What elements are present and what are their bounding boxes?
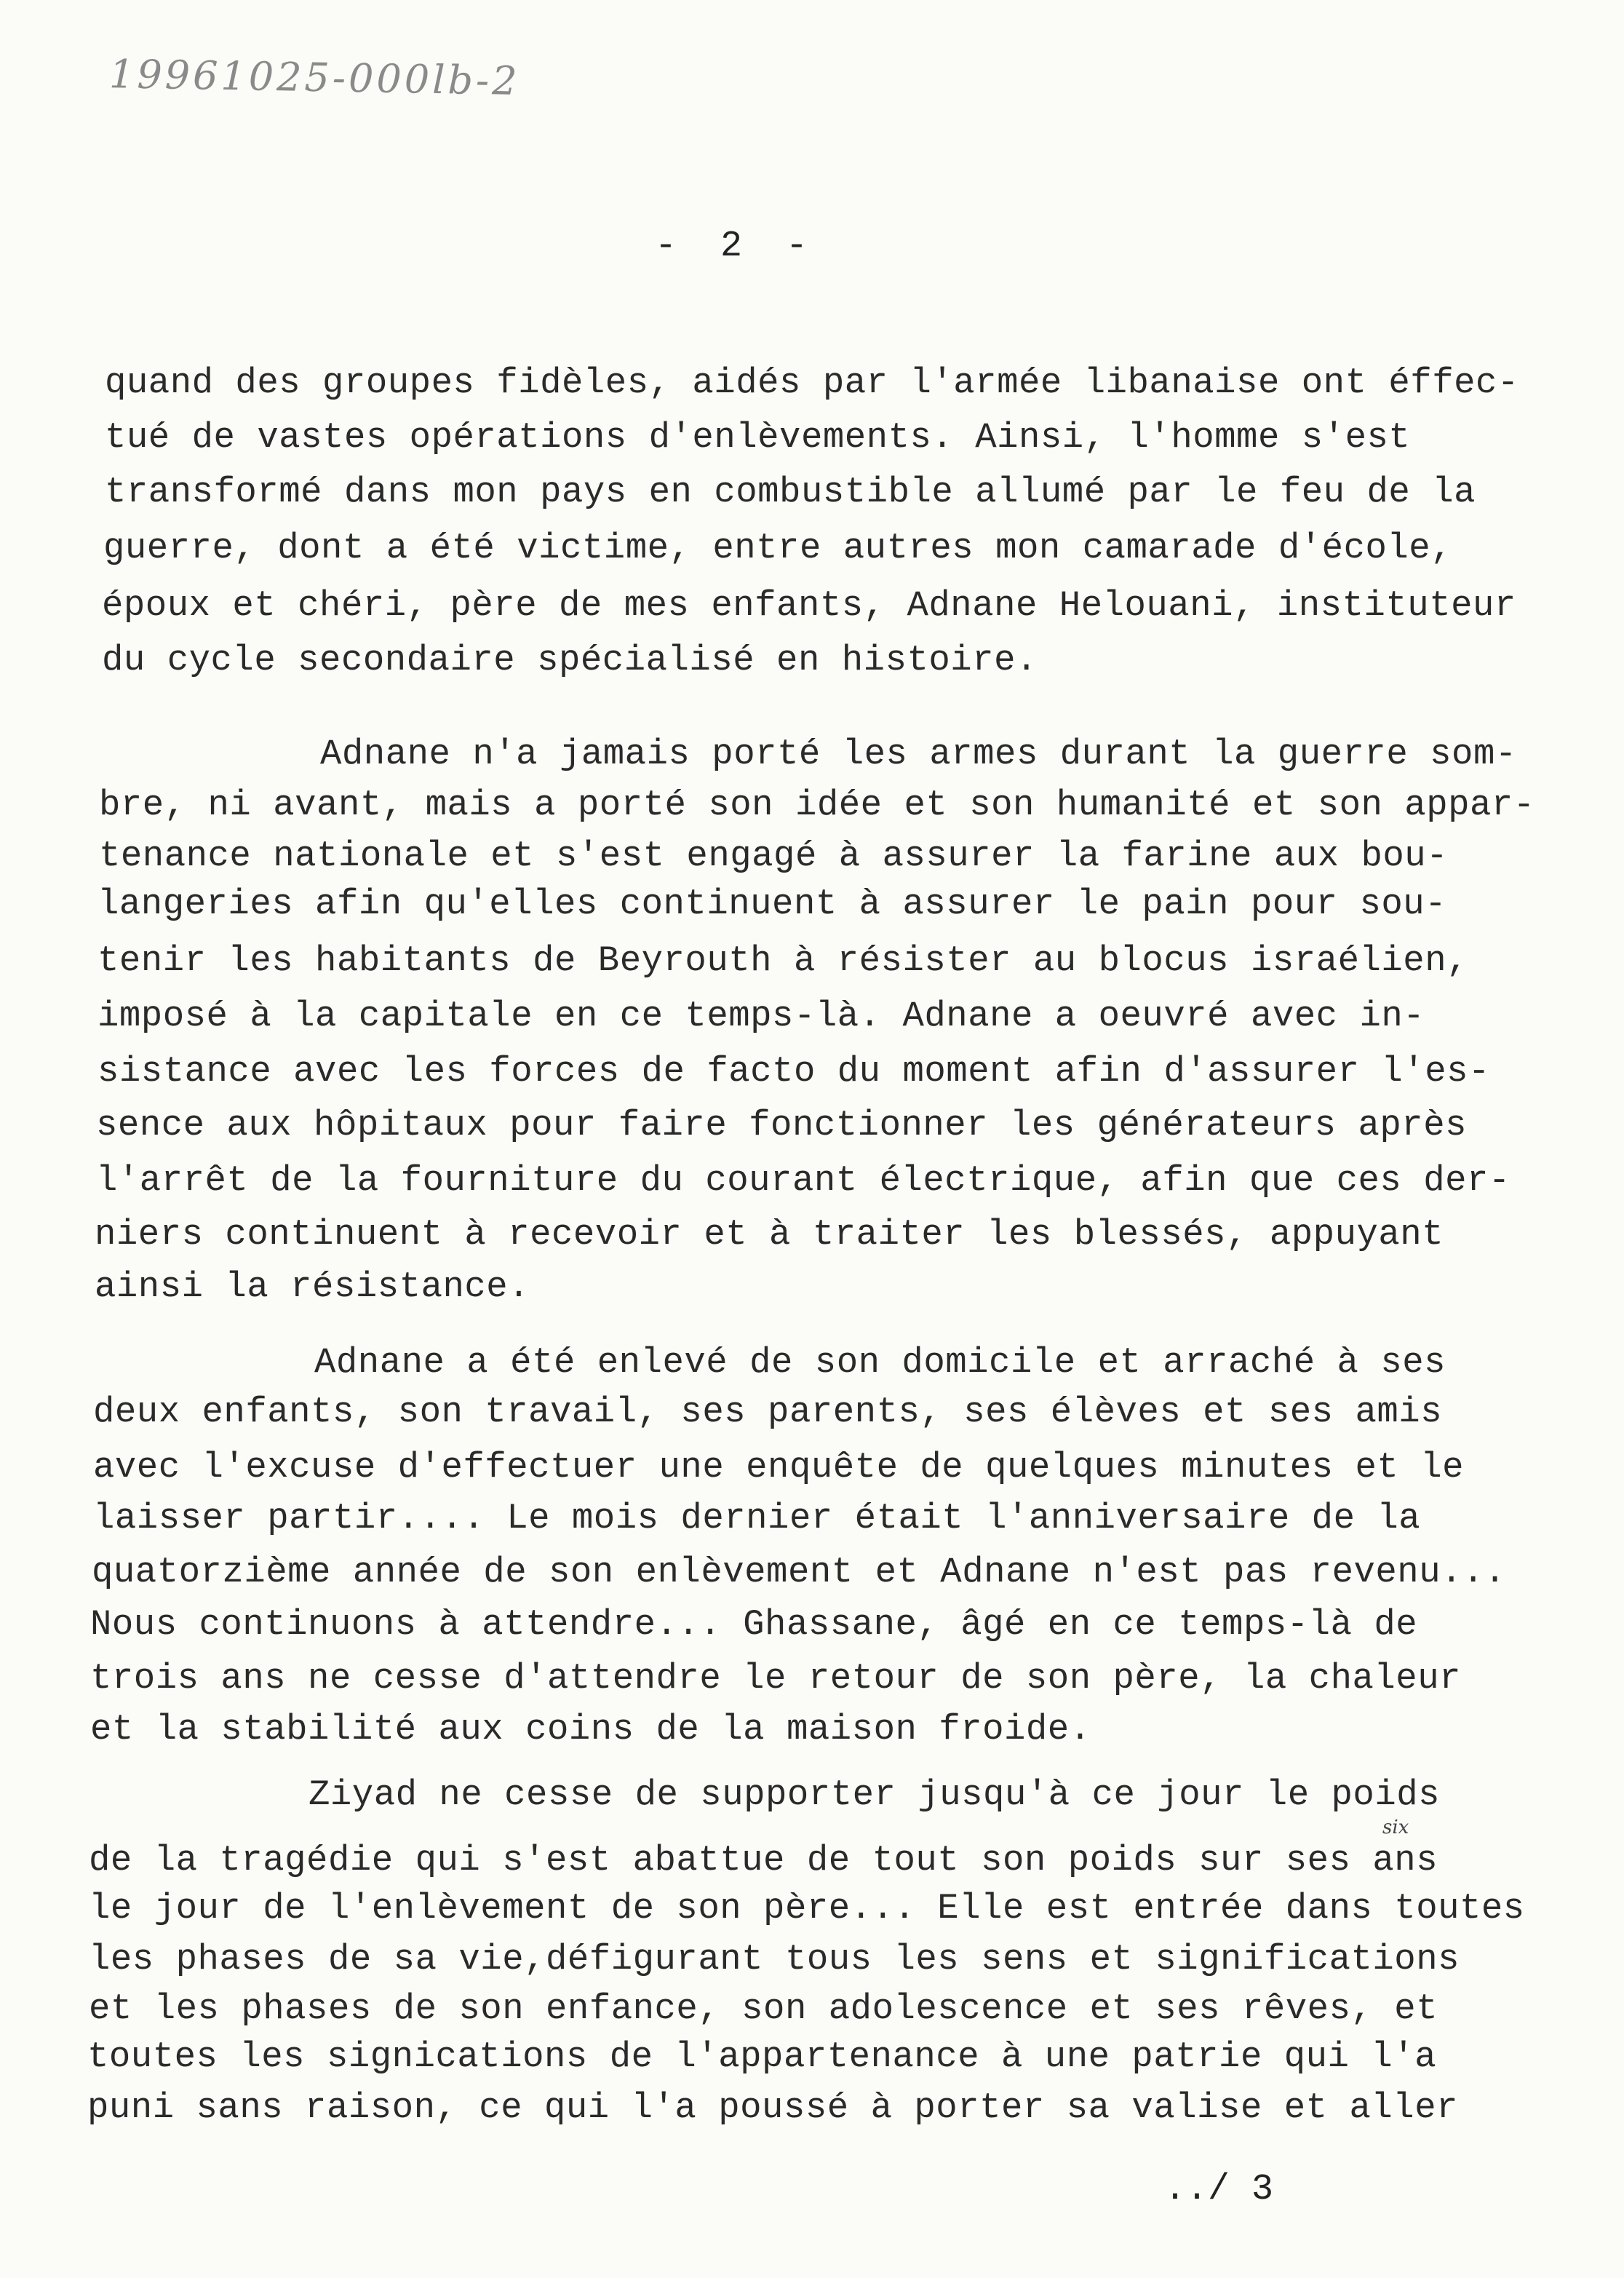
text-line: époux et chéri, père de mes enfants, Adnane Helouani, instituteur [102, 585, 1516, 626]
text-line: deux enfants, son travail, ses parents, ses élèves et ses amis [93, 1392, 1443, 1432]
text-line: du cycle secondaire spécialisé en histoire. [102, 640, 1038, 680]
text-line: et la stabilité aux coins de la maison froide. [90, 1709, 1091, 1750]
text-line: guerre, dont a été victime, entre autres mon camarade d'école, [103, 528, 1453, 568]
text-line: avec l'excuse d'effectuer une enquête de quelques minutes et le [93, 1447, 1465, 1488]
text-line: imposé à la capitale en ce temps-là. Adnane a oeuvré avec in- [97, 996, 1425, 1036]
text-line: toutes les signications de l'appartenance à une patrie qui l'a [87, 2036, 1437, 2077]
text-line: transformé dans mon pays en combustible allumé par le feu de la [105, 472, 1476, 512]
text-line: l'arrêt de la fourniture du courant électrique, afin que ces der- [96, 1160, 1510, 1201]
text-line: langeries afin qu'elles continuent à assurer le pain pour sou- [97, 884, 1447, 924]
handwritten-reference: 19961025-000lb-2 [108, 51, 521, 104]
text-line: puni sans raison, ce qui l'a poussé à porter sa valise et aller [87, 2087, 1459, 2128]
text-line: Nous continuons à attendre... Ghassane, âgé en ce temps-là de [90, 1604, 1418, 1645]
text-line: sence aux hôpitaux pour faire fonctionner les générateurs après [96, 1105, 1468, 1146]
text-line: laisser partir.... Le mois dernier était l'anniversaire de la [93, 1498, 1421, 1539]
text-line: le jour de l'enlèvement de son père... Elle est entrée dans toutes [89, 1888, 1525, 1929]
text-line: tenance nationale et s'est engagé à assurer la farine aux bou- [99, 836, 1449, 876]
text-line: trois ans ne cesse d'attendre le retour de son père, la chaleur [90, 1658, 1462, 1699]
text-line: tenir les habitants de Beyrouth à résister au blocus israélien, [97, 940, 1469, 981]
text-line: tué de vastes opérations d'enlèvements. Ainsi, l'homme s'est [105, 417, 1411, 458]
text-line: bre, ni avant, mais a porté son idée et son humanité et son appar- [99, 785, 1535, 825]
continuation-marker: ../ 3 [1164, 2169, 1274, 2210]
text-line: de la tragédie qui s'est abattue de tout son poids sur ses ans [89, 1840, 1438, 1881]
text-line: Adnane n'a jamais porté les armes durant la guerre som- [320, 734, 1517, 774]
text-line: ainsi la résistance. [95, 1266, 530, 1307]
handwritten-correction: six [1382, 1817, 1409, 1838]
text-line: Ziyad ne cesse de supporter jusqu'à ce jour le poids [309, 1774, 1441, 1815]
page-number: - 2 - [655, 226, 808, 267]
text-line: niers continuent à recevoir et à traiter les blessés, appuyant [95, 1214, 1444, 1255]
text-line: quatorzième année de son enlèvement et Adnane n'est pas revenu... [92, 1552, 1506, 1592]
text-line: sistance avec les forces de facto du moment afin d'assurer l'es- [97, 1051, 1490, 1092]
text-line: et les phases de son enfance, son adolescence et ses rêves, et [89, 1988, 1438, 2029]
text-line: Adnane a été enlevé de son domicile et arraché à ses [314, 1342, 1446, 1383]
text-line: les phases de sa vie,défigurant tous les sens et significations [89, 1939, 1460, 1980]
text-line: quand des groupes fidèles, aidés par l'armée libanaise ont éffec- [105, 362, 1519, 403]
